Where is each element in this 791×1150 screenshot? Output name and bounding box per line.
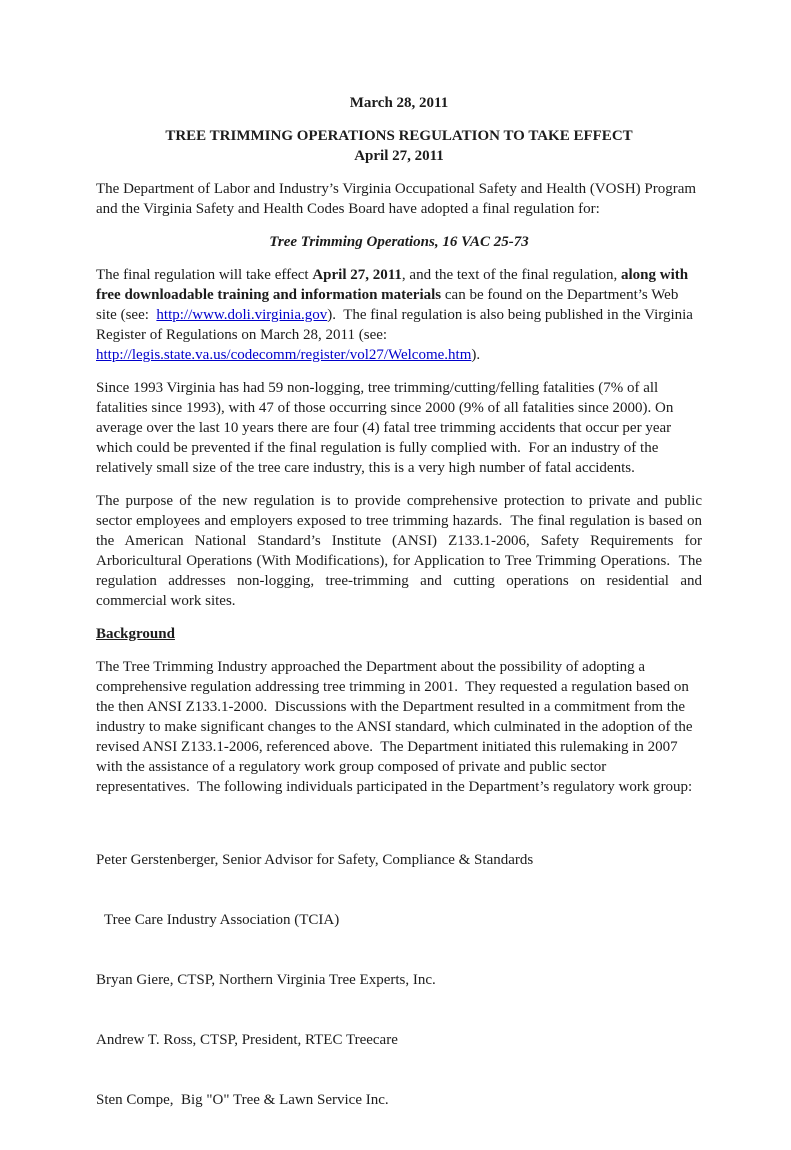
work-group-member-giere: Bryan Giere, CTSP, Northern Virginia Tree Experts, Inc. [96, 972, 436, 988]
effective-date-paragraph [96, 265, 702, 365]
text-run: ). The final regulation is also being published in the Virginia Register of Regulations on March 28, 2011 (see: [96, 307, 697, 343]
text-run: , and the text of the final regulation, [401, 267, 622, 283]
text-run: April 27, 2011 [312, 267, 402, 283]
purpose-paragraph: The purpose of the new regulation is to provide comprehensive protection to private and public sector employees and employers exposed to tree trimming hazards. The final regulation is based on the American National Standard’s Institute (ANSI) Z133.1-2006, Safety Requirements for Arboricultural Operations (With Modifications), for Application to Tree Trimming Operations. The regulation addresses non-logging, tree-trimming and cutting operations on residential and commercial work sites. [96, 493, 706, 609]
text-run: along with free downloadable training and information materials [96, 267, 692, 303]
title-effective-date: April 27, 2011 [354, 148, 444, 164]
background-paragraph: The Tree Trimming Industry approached the Department about the possibility of adopting a comprehensive regulation addressing tree trimming in 2001. They requested a regulation based on the then ANSI Z133.1-2000. Discussions with the Department resulted in a commitment from the industry to make significant changes to the ANSI standard, which culminated in the adoption of the revised ANSI Z133.1-2006, referenced above. The Department initiated this rulemaking in 2007 with the assistance of a regulatory work group composed of private and public sector representatives. The following individuals participated in the Department’s regulatory work group: [96, 659, 697, 795]
text-run: The final regulation will take effect [96, 267, 313, 283]
work-group-member-gerstenberger: Peter Gerstenberger, Senior Advisor for Safety, Compliance & Standards [96, 852, 534, 868]
work-group-list [96, 810, 702, 1150]
title-text: TREE TRIMMING OPERATIONS REGULATION TO TAKE EFFECT [165, 128, 633, 144]
date-line: March 28, 2011 [349, 95, 449, 111]
fatalities-paragraph: Since 1993 Virginia has had 59 non-logging, tree trimming/cutting/felling fatalities (7% of all fatalities since 1993), with 47 of those occurring since 2000 (9% of all fatalities since 2000). On average over the last 10 years there are four (4) fatal tree trimming accidents that occur per year which could be prevented if the final regulation is fully complied with. For an industry of the relatively small size of the tree care industry, this is a very high number of fatal accidents. [96, 380, 678, 476]
regulation-title: Tree Trimming Operations, 16 VAC 25-73 [269, 234, 529, 250]
text-run: ). [471, 347, 481, 363]
document-content [96, 93, 706, 1150]
doli-website-link[interactable]: http://www.doli.virginia.gov [156, 307, 328, 323]
work-group-member-ross: Andrew T. Ross, CTSP, President, RTEC Treecare [96, 1032, 398, 1048]
work-group-member-compe: Sten Compe, Big "O" Tree & Lawn Service Inc. [96, 1092, 389, 1108]
work-group-member-org-tcia: Tree Care Industry Association (TCIA) [104, 912, 340, 928]
text-run: can be found on the Department’s Web site (see: [96, 287, 683, 323]
virginia-register-link[interactable]: http://legis.state.va.us/codecomm/register/vol27/Welcome.htm [96, 347, 472, 363]
background-heading: Background [96, 626, 175, 642]
intro-paragraph: The Department of Labor and Industry’s Virginia Occupational Safety and Health (VOSH) Program and the Virginia Safety and Health Codes Board have adopted a final regulation for: [96, 181, 700, 217]
document-title [96, 126, 702, 166]
